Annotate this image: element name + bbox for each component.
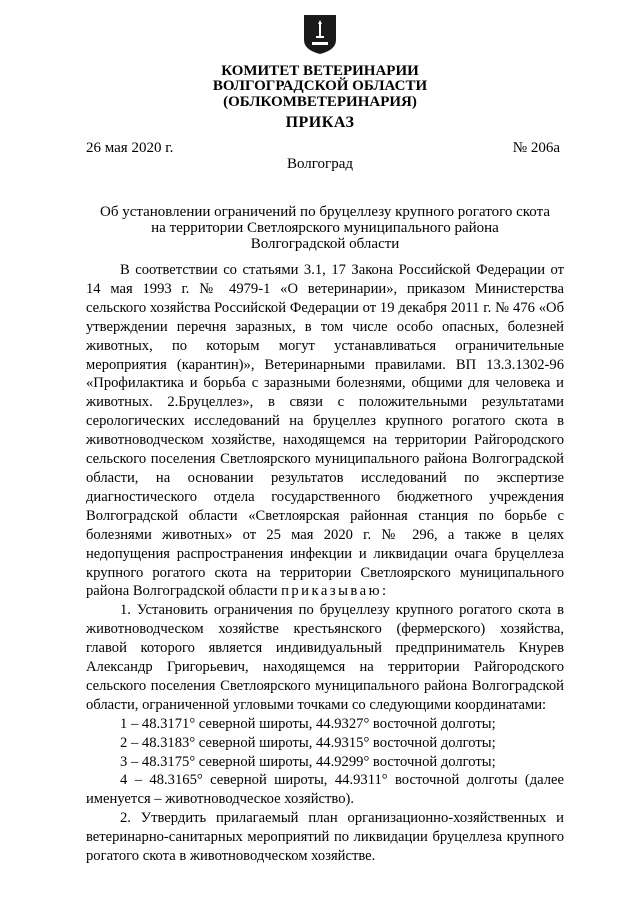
coordinate-point-2: 2 – 48.3183° северной широты, 44.9315° восточной долготы;: [120, 734, 496, 751]
coat-of-arms-icon: [303, 14, 337, 55]
coordinate-point-4: 4 – 48.3165° северной широты, 44.9311° восточной долготы (далее именуется – животноводческое хозяйство).: [86, 772, 564, 808]
document-body: [86, 261, 564, 866]
order-item-2: 2. Утвердить прилагаемый план организационно-хозяйственных и ветеринарно-санитарных мероприятий по ликвидации бруцеллеза крупного рогатого скота в животноводческом хозяйстве.: [86, 810, 564, 865]
committee-abbreviation: (ОБЛКОМВЕТЕРИНАРИЯ): [223, 94, 417, 110]
order-word: приказываю:: [281, 583, 389, 600]
coordinate-point-3: 3 – 48.3175° северной широты, 44.9299° восточной долготы;: [120, 753, 496, 770]
coordinate-point-1: 1 – 48.3171° северной широты, 44.9327° восточной долготы;: [120, 715, 496, 732]
preamble-text: В соответствии со статьями 3.1, 17 Закона Российской Федерации от 14 мая 1993 г. № 4979-1 «О ветеринарии», приказом Министерства сельского хозяйства Российской Федерации от 19 декабря 2011 г. № 476 «Об утверждении перечня заразных, в том числе особо опасных, болезней животных, по которым могут устанавливаться ограничительные мероприятия (карантин)», Ветеринарными правилами. ВП 13.3.1302-96 «Профилактика и борьба с заразными болезнями, общими для человека и животных. 2.Бруцеллез», в связи с положительными результатами серологических исследований на бруцеллез крупного рогатого скота в животноводческом хозяйстве, находящемся на территории Райгородского сельского поселения Светлоярского муниципального района Волгоградской области, на основании результатов исследований по экспертизе диагностического отдела государственного бюджетного учреждения Волгоградской области «Светлоярская районная станция по борьбе с болезнями животных» от 25 мая 2020 г. № 296, а также в целях недопущения распространения инфекции и ликвидации очага бруцеллеза крупного рогатого скота на территории Светлоярского муниципального района Волгоградской области: [86, 262, 564, 600]
subject-line: Волгоградской области: [250, 236, 400, 252]
committee-name-line2: ВОЛГОГРАДСКОЙ ОБЛАСТИ: [212, 78, 428, 94]
order-item-1: 1. Установить ограничения по бруцеллезу крупного рогатого скота в животноводческом хозяйстве крестьянского (фермерского) хозяйства, главой которого является индивидуальный предприниматель Кнурев Александр Григорьевич, находящемся на территории Райгородского сельского поселения Светлоярского муниципального района Волгоградской области, ограниченной угловыми точками со следующими координатами:: [86, 602, 564, 713]
subject-line: на территории Светлоярского муниципального района: [151, 220, 499, 236]
subject-line: Об установлении ограничений по бруцеллезу крупного рогатого скота: [100, 204, 550, 220]
document-city: Волгоград: [286, 156, 353, 172]
preamble-paragraph: [86, 261, 564, 601]
document-subject: [86, 204, 564, 252]
document-date: 26 мая 2020 г.: [86, 140, 174, 156]
document-type-title: ПРИКАЗ: [285, 114, 355, 131]
document-number: № 206а: [512, 140, 560, 156]
committee-name-line1: КОМИТЕТ ВЕТЕРИНАРИИ: [221, 63, 419, 79]
